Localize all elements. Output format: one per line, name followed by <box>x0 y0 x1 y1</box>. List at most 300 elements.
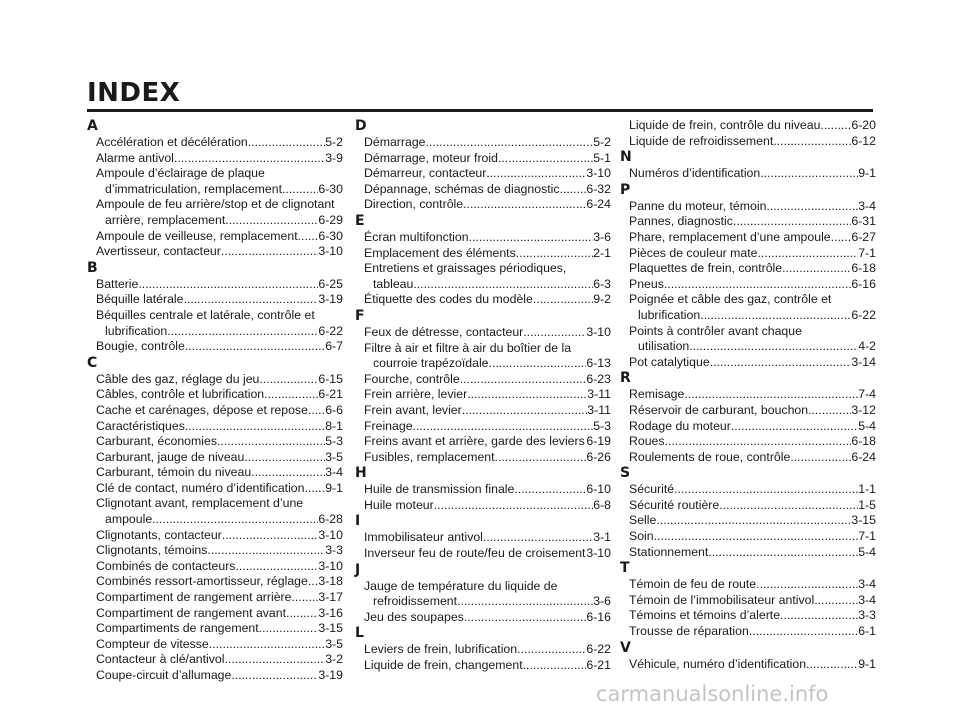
entry-text: Rodage du moteur <box>629 418 731 433</box>
entry-text: Fusibles, remplacement <box>364 449 495 464</box>
index-entry-first-line: Filtre à air et filtre à air du boîtier de la <box>364 340 572 355</box>
index-entry <box>629 214 876 230</box>
leader-dots <box>773 134 851 150</box>
entry-page-number: 3-19 <box>318 292 343 307</box>
leader-dots <box>426 135 594 151</box>
leader-dots <box>259 372 318 388</box>
entry-text: Véhicule, numéro d’identification. <box>629 656 810 671</box>
leader-dots <box>185 419 325 435</box>
leader-dots <box>523 325 586 341</box>
index-entry <box>629 246 876 262</box>
index-letter-heading: B <box>87 259 98 276</box>
index-entry <box>629 434 876 450</box>
entry-text: Trousse de réparation <box>629 624 749 639</box>
leader-dots <box>710 355 852 371</box>
leader-dots <box>457 594 593 610</box>
index-entry <box>629 199 876 215</box>
entry-page-number: 6-22 <box>586 642 611 657</box>
entry-text: Roulements de roue, contrôle <box>629 449 791 464</box>
index-entry <box>364 387 611 403</box>
index-entry <box>364 403 611 419</box>
index-column-3 <box>620 118 876 672</box>
index-entry <box>364 434 611 450</box>
entry-text: Réservoir de carburant, bouchon <box>629 402 809 417</box>
index-entry <box>638 308 876 324</box>
entry-page-number: 6-18 <box>851 434 876 449</box>
index-column-2 <box>355 118 611 674</box>
entry-text: Pièces de couleur mate <box>629 245 758 260</box>
entry-text: Accélération et décélération <box>96 135 248 149</box>
entry-page-number: 3-5 <box>325 636 343 651</box>
entry-text: Câbles, contrôle et lubrification <box>96 387 265 402</box>
leader-dots <box>780 608 858 624</box>
entry-page-number: 6-20 <box>851 118 876 132</box>
index-entry <box>105 512 343 528</box>
leader-dots <box>664 277 852 293</box>
entry-page-number: 9-2 <box>593 292 611 307</box>
entry-text: Panne du moteur, témoin <box>629 198 767 213</box>
leader-dots <box>282 182 318 198</box>
leader-dots <box>235 559 318 575</box>
index-entry <box>629 624 876 640</box>
index-entry <box>629 166 876 182</box>
entry-page-number: 6-29 <box>318 212 343 227</box>
index-entry <box>96 528 343 544</box>
index-entry <box>96 652 343 668</box>
entry-text: refroidissement <box>373 594 458 609</box>
index-entry <box>629 419 876 435</box>
leader-dots <box>674 482 858 498</box>
leader-dots <box>469 230 594 246</box>
entry-text: Dépannage, schémas de diagnostic <box>364 181 560 196</box>
index-entry <box>364 151 611 167</box>
entry-page-number: 7-1 <box>858 529 876 544</box>
entry-text: Contacteur à clé/antivol <box>96 652 225 667</box>
entry-page-number: 3-18 <box>318 574 343 589</box>
entry-page-number: 6-10 <box>586 482 611 497</box>
index-entry <box>364 546 611 562</box>
entry-page-number: 5-4 <box>858 418 876 433</box>
index-letter-heading: E <box>355 212 365 229</box>
index-entry <box>629 657 876 673</box>
entry-text: Huile moteur <box>364 497 434 512</box>
leader-dots <box>259 621 319 637</box>
index-entry <box>364 498 611 514</box>
leader-dots <box>533 292 593 308</box>
leader-dots <box>495 450 587 466</box>
entry-page-number: 3-10 <box>586 546 611 561</box>
index-entry <box>629 482 876 498</box>
entry-text: Roues <box>629 434 665 449</box>
leader-dots <box>708 545 858 561</box>
entry-text: Feux de détresse, contacteur <box>364 324 524 339</box>
index-entry <box>96 606 343 622</box>
entry-page-number: 5-3 <box>593 418 611 433</box>
leader-dots <box>167 324 318 340</box>
watermark: carmanualsonline.info <box>596 682 829 706</box>
index-letter-heading: L <box>355 625 364 642</box>
index-letter-heading: S <box>620 465 631 482</box>
entry-text: tableau <box>373 276 414 291</box>
entry-page-number: 6-3 <box>593 276 611 291</box>
entry-page-number: 6-31 <box>851 214 876 229</box>
entry-text: Ampoule de veilleuse, remplacement <box>96 228 298 243</box>
leader-dots <box>560 182 587 198</box>
entry-text: Pneus <box>629 276 664 291</box>
entry-text: Plaquettes de frein, contrôle <box>629 261 783 276</box>
entry-text: utilisation <box>638 339 690 354</box>
index-letter-heading: P <box>620 181 631 198</box>
index-entry <box>364 197 611 213</box>
entry-text: Carburant, économies <box>96 434 217 449</box>
index-entry <box>629 230 876 246</box>
entry-text: Compartiment de rangement avant <box>96 605 287 620</box>
index-entry-first-line: Poignée et câble des gaz, contrôle et <box>629 292 832 307</box>
entry-text: ampoule <box>105 512 153 527</box>
entry-page-number: 6-24 <box>851 449 876 464</box>
entry-page-number: 6-22 <box>318 323 343 338</box>
index-letter-heading: N <box>620 149 632 166</box>
leader-dots <box>831 230 852 246</box>
index-entry <box>638 339 876 355</box>
entry-page-number: 6-25 <box>318 276 343 291</box>
index-entry <box>96 419 343 435</box>
index-letter-heading: F <box>355 307 365 324</box>
leader-dots <box>733 214 851 230</box>
entry-page-number: 3-5 <box>325 449 343 464</box>
entry-page-number: 1-5 <box>858 497 876 512</box>
entry-page-number: 6-22 <box>851 307 876 322</box>
entry-text: Huile de transmission finale <box>364 482 515 497</box>
entry-page-number: 6-19 <box>586 434 611 449</box>
leader-dots <box>185 339 325 355</box>
index-entry <box>96 403 343 419</box>
entry-page-number: 2-1 <box>593 245 611 260</box>
index-entry <box>96 277 343 293</box>
index-entry <box>364 325 611 341</box>
entry-text: Démarrage, moteur froid <box>364 150 498 165</box>
entry-page-number: 3-15 <box>318 621 343 636</box>
entry-page-number: 3-10 <box>586 324 611 339</box>
entry-text: Stationnement <box>629 544 709 559</box>
leader-dots <box>244 450 325 466</box>
entry-text: Leviers de frein, lubrification <box>364 642 518 657</box>
index-entry <box>364 230 611 246</box>
leader-dots <box>809 657 858 673</box>
index-letter-heading: I <box>355 513 361 530</box>
entry-text: Démarreur, contacteur <box>364 166 487 181</box>
leader-dots <box>782 261 851 277</box>
entry-page-number: 3-10 <box>318 244 343 259</box>
entry-page-number: 5-3 <box>325 434 343 449</box>
entry-text: lubrification <box>105 323 168 338</box>
index-entry <box>364 658 611 674</box>
leader-dots <box>460 372 587 388</box>
index-letter-heading: H <box>355 465 367 482</box>
index-letter-heading: D <box>355 118 367 134</box>
leader-dots <box>184 292 319 308</box>
index-entry <box>629 277 876 293</box>
entry-text: Liquide de frein, changement <box>364 658 523 673</box>
index-entry <box>96 543 343 559</box>
entry-page-number: 6-30 <box>318 181 343 196</box>
leader-dots <box>489 356 587 372</box>
index-letter-heading: A <box>87 118 98 134</box>
entry-text: Liquide de refroidissement <box>629 133 774 148</box>
leader-dots <box>298 229 319 245</box>
entry-page-number: 6-7 <box>325 339 343 354</box>
index-entry <box>629 608 876 624</box>
leader-dots <box>756 577 858 593</box>
leader-dots <box>463 197 586 213</box>
entry-page-number: 3-2 <box>325 652 343 667</box>
entry-page-number: 9-1 <box>325 480 343 495</box>
entry-page-number: 5-2 <box>325 135 343 149</box>
index-entry <box>364 482 611 498</box>
entry-page-number: 6-16 <box>586 609 611 624</box>
entry-page-number: 7-4 <box>858 387 876 402</box>
entry-page-number: 6-32 <box>586 181 611 196</box>
title-rule <box>87 109 873 112</box>
entry-page-number: 3-12 <box>851 402 876 417</box>
leader-dots <box>291 590 318 606</box>
entry-text: Câble des gaz, réglage du jeu <box>96 371 260 386</box>
index-entry <box>96 450 343 466</box>
index-entry <box>373 277 611 293</box>
index-entry <box>629 403 876 419</box>
index-entry <box>629 577 876 593</box>
entry-text: Fourche, contrôle <box>364 371 460 386</box>
index-entry <box>364 372 611 388</box>
leader-dots <box>749 624 858 640</box>
index-entry <box>629 261 876 277</box>
index-entry <box>96 465 343 481</box>
entry-text: Soin <box>629 529 654 544</box>
entry-text: Témoin de feu de route <box>629 577 757 592</box>
entry-page-number: 3-16 <box>318 605 343 620</box>
leader-dots <box>684 387 858 403</box>
index-entry <box>96 481 343 497</box>
entry-text: Compartiments de rangement <box>96 621 259 636</box>
leader-dots <box>486 166 586 182</box>
index-letter-heading: T <box>620 560 630 577</box>
index-entry <box>373 356 611 372</box>
leader-dots <box>731 419 858 435</box>
leader-dots <box>758 246 859 262</box>
leader-dots <box>221 244 319 260</box>
index-entry <box>105 213 343 229</box>
index-entry <box>629 118 876 134</box>
entry-page-number: 3-9 <box>325 150 343 165</box>
leader-dots <box>656 513 851 529</box>
page-title: INDEX <box>87 78 181 108</box>
entry-text: Étiquette des codes du modèle <box>364 292 533 307</box>
entry-page-number: 6-6 <box>325 402 343 417</box>
entry-page-number: 3-1 <box>593 530 611 545</box>
leader-dots <box>766 199 858 215</box>
entry-text: Frein arrière, levier <box>364 387 468 402</box>
index-entry-first-line: Clignotant avant, remplacement d’une <box>96 496 304 511</box>
entry-page-number: 6-16 <box>851 276 876 291</box>
entry-page-number: 3-11 <box>587 402 611 417</box>
leader-dots <box>308 574 319 590</box>
entry-text: Sécurité routière <box>629 497 720 512</box>
entry-text: Alarme antivol <box>96 150 174 165</box>
entry-page-number: 3-6 <box>593 594 611 609</box>
leader-dots <box>523 658 587 674</box>
index-entry <box>96 574 343 590</box>
entry-text: Carburant, jauge de niveau <box>96 449 245 464</box>
entry-page-number: 6-26 <box>586 449 611 464</box>
entry-page-number: 3-11 <box>587 387 611 402</box>
entry-page-number: 6-13 <box>586 356 611 371</box>
index-entry <box>364 530 611 546</box>
entry-text: Immobilisateur antivol <box>364 530 483 545</box>
entry-page-number: 9-1 <box>858 166 876 181</box>
leader-dots <box>700 308 851 324</box>
leader-dots <box>498 151 593 167</box>
index-entry-first-line: Points à contrôler avant chaque <box>629 323 802 338</box>
entry-page-number: 6-15 <box>318 371 343 386</box>
entry-text: Batterie <box>96 276 139 291</box>
leader-dots <box>760 166 858 182</box>
leader-dots <box>225 213 318 229</box>
entry-page-number: 9-1 <box>858 656 876 671</box>
leader-dots <box>138 277 318 293</box>
entry-text: Écran multifonction <box>364 229 469 244</box>
leader-dots <box>174 151 325 167</box>
index-entry <box>373 594 611 610</box>
index-entry <box>364 166 611 182</box>
index-entry <box>629 529 876 545</box>
entry-page-number: 3-4 <box>325 465 343 480</box>
entry-page-number: 3-3 <box>325 543 343 558</box>
index-entry <box>629 513 876 529</box>
index-entry <box>629 498 876 514</box>
index-letter-heading: V <box>620 639 631 656</box>
index-entry <box>96 339 343 355</box>
leader-dots <box>483 530 593 546</box>
leader-dots <box>217 434 325 450</box>
entry-text: Pot catalytique <box>629 354 710 369</box>
leader-dots <box>251 465 325 481</box>
entry-text: d’immatriculation, remplacement <box>105 181 283 196</box>
leader-dots <box>264 387 318 403</box>
entry-text: Sécurité <box>629 482 675 497</box>
entry-text: lubrification <box>638 307 701 322</box>
entry-text: Avertisseur, contacteur <box>96 244 221 259</box>
entry-text: Freinage <box>364 418 413 433</box>
entry-text: Clignotants, témoins <box>96 543 208 558</box>
leader-dots <box>231 668 318 684</box>
index-entry <box>96 372 343 388</box>
entry-page-number: 3-17 <box>318 590 343 605</box>
index-entry-first-line: Ampoule d’éclairage de plaque <box>96 166 265 181</box>
entry-page-number: 6-1 <box>858 624 876 639</box>
entry-page-number: 6-27 <box>851 229 876 244</box>
leader-dots <box>517 642 586 658</box>
entry-text: Béquille latérale <box>96 292 184 307</box>
entry-text: Démarrage <box>364 135 426 149</box>
index-entry-first-line: Béquilles centrale et latérale, contrôle et <box>96 307 315 322</box>
entry-page-number: 1-1 <box>858 482 876 497</box>
entry-page-number: 4-2 <box>858 339 876 354</box>
index-entry <box>96 434 343 450</box>
entry-text: Liquide de frein, contrôle du niveau <box>629 118 821 132</box>
entry-page-number: 6-18 <box>851 261 876 276</box>
leader-dots <box>434 498 594 514</box>
leader-dots <box>689 339 858 355</box>
index-entry <box>105 182 343 198</box>
entry-page-number: 5-4 <box>858 544 876 559</box>
index-entry <box>364 292 611 308</box>
entry-page-number: 6-24 <box>586 197 611 212</box>
leader-dots <box>654 529 859 545</box>
entry-text: Numéros d’identification <box>629 166 761 181</box>
entry-page-number: 3-6 <box>593 229 611 244</box>
leader-dots <box>248 135 325 151</box>
entry-page-number: 3-3 <box>858 608 876 623</box>
entry-page-number: 6-28 <box>318 512 343 527</box>
leader-dots <box>719 498 858 514</box>
entry-text: courroie trapézoïdale <box>373 356 489 371</box>
index-entry <box>105 324 343 340</box>
entry-page-number: 6-21 <box>318 387 343 402</box>
entry-text: Jeu des soupapes <box>364 609 464 624</box>
index-entry <box>96 559 343 575</box>
index-letter-heading: C <box>87 354 98 371</box>
entry-page-number: 8-1 <box>325 418 343 433</box>
entry-text: Carburant, témoin du niveau <box>96 465 252 480</box>
index-entry <box>364 642 611 658</box>
entry-text: Clignotants, contacteur <box>96 527 222 542</box>
leader-dots <box>462 403 588 419</box>
leader-dots <box>514 482 586 498</box>
leader-dots <box>808 403 851 419</box>
index-entry <box>96 135 343 151</box>
entry-text: Compteur de vitesse <box>96 636 209 651</box>
index-entry <box>364 182 611 198</box>
index-entry <box>96 668 343 684</box>
entry-text: Phare, remplacement d’une ampoule <box>629 229 831 244</box>
leader-dots <box>304 481 325 497</box>
index-entry <box>96 590 343 606</box>
leader-dots <box>207 543 325 559</box>
entry-text: Témoin de l’immobilisateur antivol <box>629 592 815 607</box>
leader-dots <box>516 246 593 262</box>
index-entry <box>629 355 876 371</box>
entry-page-number: 3-14 <box>851 354 876 369</box>
entry-text: Emplacement des éléments <box>364 245 516 260</box>
entry-text: Inverseur feu de route/feu de croisement <box>364 546 586 561</box>
index-entry <box>364 419 611 435</box>
entry-page-number: 3-10 <box>586 166 611 181</box>
entry-text: Direction, contrôle <box>364 197 464 212</box>
index-entry <box>629 593 876 609</box>
entry-page-number: 3-4 <box>858 592 876 607</box>
entry-text: Compartiment de rangement arrière <box>96 590 292 605</box>
index-entry-first-line: Jauge de température du liquide de <box>364 578 558 593</box>
leader-dots <box>814 593 858 609</box>
entry-text: Caractéristiques <box>96 418 185 433</box>
index-letter-heading: R <box>620 370 631 387</box>
entry-text: Bougie, contrôle <box>96 339 185 354</box>
entry-text: Pannes, diagnostic <box>629 214 733 229</box>
entry-page-number: 3-4 <box>858 198 876 213</box>
entry-text: Clé de contact, numéro d’identification <box>96 480 305 495</box>
leader-dots <box>286 606 318 622</box>
index-column-1 <box>87 118 343 684</box>
